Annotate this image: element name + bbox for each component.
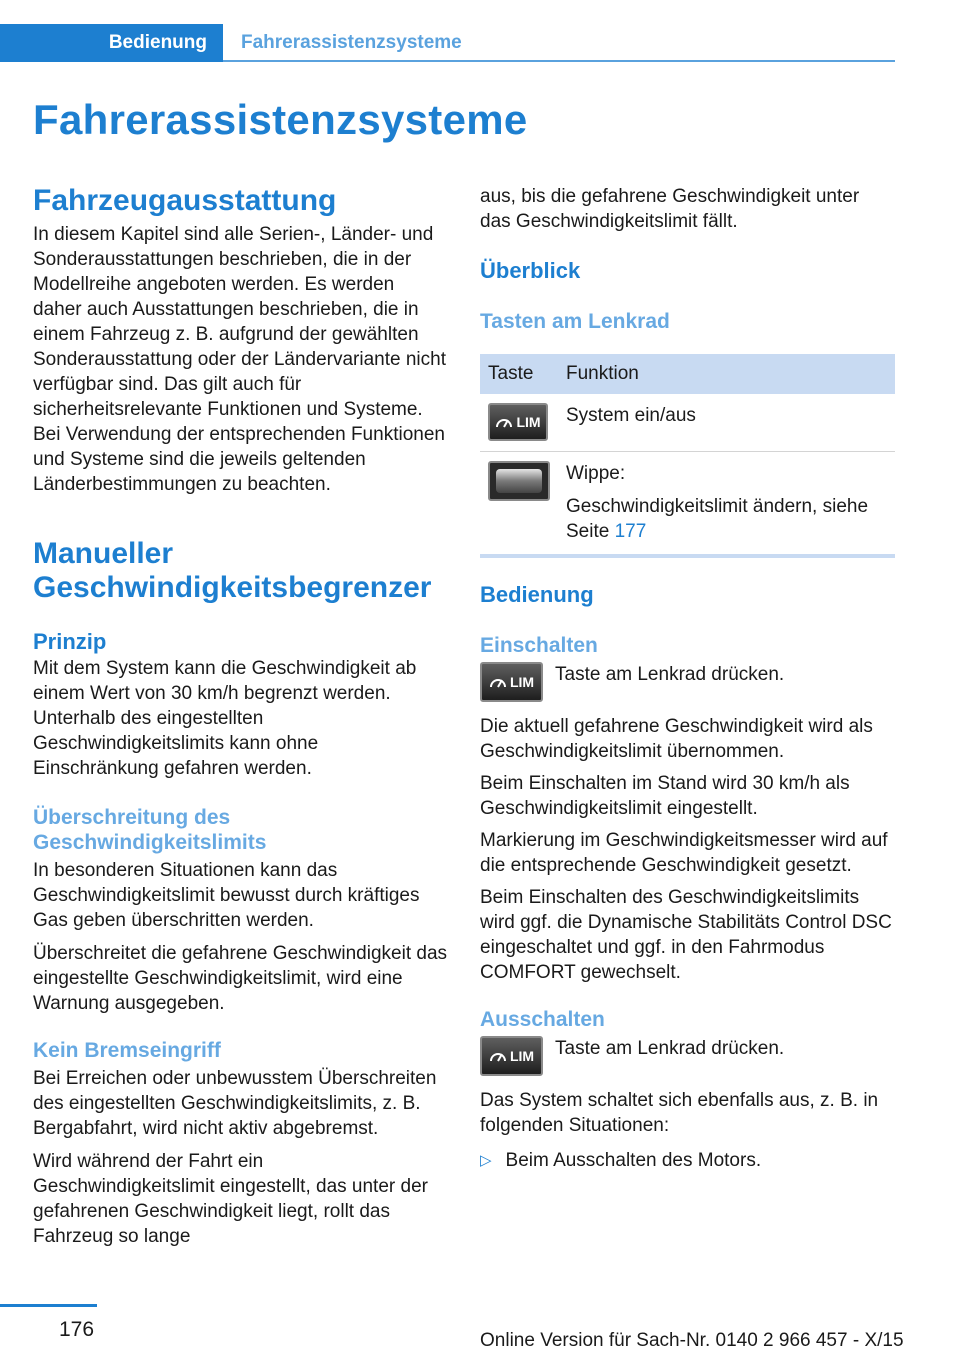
page-number: 176 (59, 1318, 95, 1341)
table-cell-taste (480, 394, 558, 452)
lim-button-label: LIM (509, 1048, 535, 1064)
lim-button-label: LIM (509, 674, 535, 690)
footer-line (0, 1304, 97, 1307)
page-link-177[interactable]: 177 (614, 521, 647, 542)
paragraph-einschalten-2: Beim Einschalten im Stand wird 30 km/h als Geschwindigkeitslimit eingestellt. (480, 773, 850, 819)
paragraph-bremseingriff-1: Bei Erreichen oder unbewusstem Überschreiten des eingestellten Geschwindigkeitslimits, z. B. Bergabfahrt, wird nicht aktiv abgebremst. (33, 1068, 437, 1139)
heading-ueberblick: Überblick (480, 258, 581, 283)
heading-ausschalten: Ausschalten (480, 1008, 605, 1031)
heading-ueberschreitung: Überschreitung des Geschwindigkeitslimits (33, 806, 267, 854)
lim-button-icon (480, 1036, 543, 1076)
paragraph-einschalten-3: Markierung im Geschwindigkeitsmesser wird auf die entsprechende Geschwindigkeit gesetzt. (480, 830, 888, 876)
paragraph-continuation: aus, bis die gefahrene Geschwindigkeit unter das Geschwindigkeitslimit fällt. (480, 186, 860, 232)
paragraph-ueberschreitung-2: Überschreitet die gefahrene Geschwindigkeit das eingestellte Geschwindigkeitslimit, wird eine Warnung ausgegeben. (33, 943, 448, 1014)
footer-note: Online Version für Sach-Nr. 0140 2 966 457 - X/15 (480, 1330, 904, 1351)
paragraph-ueberschreitung-1: In besonderen Situationen kann das Geschwindigkeitslimit bewusst durch kräftiges Gas geben überschritten werden. (33, 860, 420, 931)
table-header-row (480, 354, 895, 394)
page-title: Fahrerassistenzsysteme (33, 96, 528, 143)
rocker-switch-icon (488, 461, 550, 501)
ausschalten-row (480, 1036, 895, 1076)
column-header-funktion: Funktion (558, 354, 895, 394)
tab-fahrerassistenzsysteme: Fahrerassistenzsysteme (241, 32, 462, 53)
heading-geschwindigkeitsbegrenzer: Manueller Geschwindigkeitsbegrenzer (33, 537, 432, 604)
einschalten-row (480, 662, 895, 702)
heading-bedienung: Bedienung (480, 582, 594, 607)
rocker-description-text: Geschwindigkeitslimit ändern, siehe Seite (566, 496, 869, 542)
tab-bedienung: Bedienung (0, 24, 223, 62)
list-item-text: Beim Ausschalten des Motors. (505, 1150, 762, 1171)
paragraph-ausschalten-1: Das System schaltet sich ebenfalls aus, z. B. in folgenden Situationen: (480, 1090, 879, 1136)
table-row (480, 452, 895, 557)
heading-einschalten: Einschalten (480, 634, 598, 657)
table-cell-funktion (558, 452, 895, 557)
heading-tasten-am-lenkrad: Tasten am Lenkrad (480, 310, 670, 333)
einschalten-instruction: Taste am Lenkrad drücken. (555, 664, 785, 685)
rocker-description (566, 494, 887, 544)
header-divider (223, 60, 895, 62)
triangle-bullet-icon: ▷ (480, 1152, 492, 1169)
right-column (480, 184, 895, 1173)
table-cell-funktion: System ein/aus (558, 394, 895, 452)
rocker-title: Wippe: (566, 463, 626, 484)
paragraph-ausstattung: In diesem Kapitel sind alle Serien-, Länder- und Sonderausstattungen beschrieben, die in der Modellreihe angeboten werden. Es werden daher auch Ausstattungen beschrieben, die in einem Fahrzeug z. B. aufgrund der gewählten Sonderausstattung oder der Ländervariante nicht verfügbar sind. Das gilt auch für sicherheitsrelevante Funktionen und Systeme. Bei Verwendung der entsprechenden Funktionen und Systeme sind die jeweils geltenden Länderbestimmungen zu beachten. (33, 224, 446, 495)
table-cell-taste (480, 452, 558, 557)
list-item (480, 1148, 895, 1173)
lim-button-icon (488, 403, 548, 441)
speedometer-icon (495, 415, 513, 429)
paragraph-einschalten-4: Beim Einschalten des Geschwindigkeitslimits wird ggf. die Dynamische Stabilitäts Control DSC eingeschaltet und ggf. in den Fahrmodus COMFORT gewechselt. (480, 887, 892, 983)
heading-kein-bremseingriff: Kein Bremseingriff (33, 1039, 221, 1062)
speedometer-icon (489, 1049, 507, 1063)
speedometer-icon (489, 675, 507, 689)
paragraph-bremseingriff-2: Wird während der Fahrt ein Geschwindigkeitslimit eingestellt, das unter der gefahrenen Geschwindigkeit liegt, rollt das Fahrzeug so lange (33, 1151, 428, 1247)
heading-fahrzeugausstattung: Fahrzeugausstattung (33, 184, 337, 217)
column-header-taste: Taste (480, 354, 558, 394)
lim-button-icon (480, 662, 543, 702)
table-row (480, 394, 895, 452)
lim-button-label: LIM (516, 413, 541, 430)
left-column (33, 184, 447, 1249)
paragraph-einschalten-1: Die aktuell gefahrene Geschwindigkeit wird als Geschwindigkeitslimit übernommen. (480, 716, 873, 762)
paragraph-prinzip: Mit dem System kann die Geschwindigkeit ab einem Wert von 30 km/h begrenzt werden. Unterhalb des eingestellten Geschwindigkeitslimits kann ohne Einschränkung gefahren werden. (33, 658, 417, 779)
ausschalten-instruction: Taste am Lenkrad drücken. (555, 1038, 785, 1059)
heading-prinzip: Prinzip (33, 629, 107, 654)
button-table (480, 354, 895, 558)
